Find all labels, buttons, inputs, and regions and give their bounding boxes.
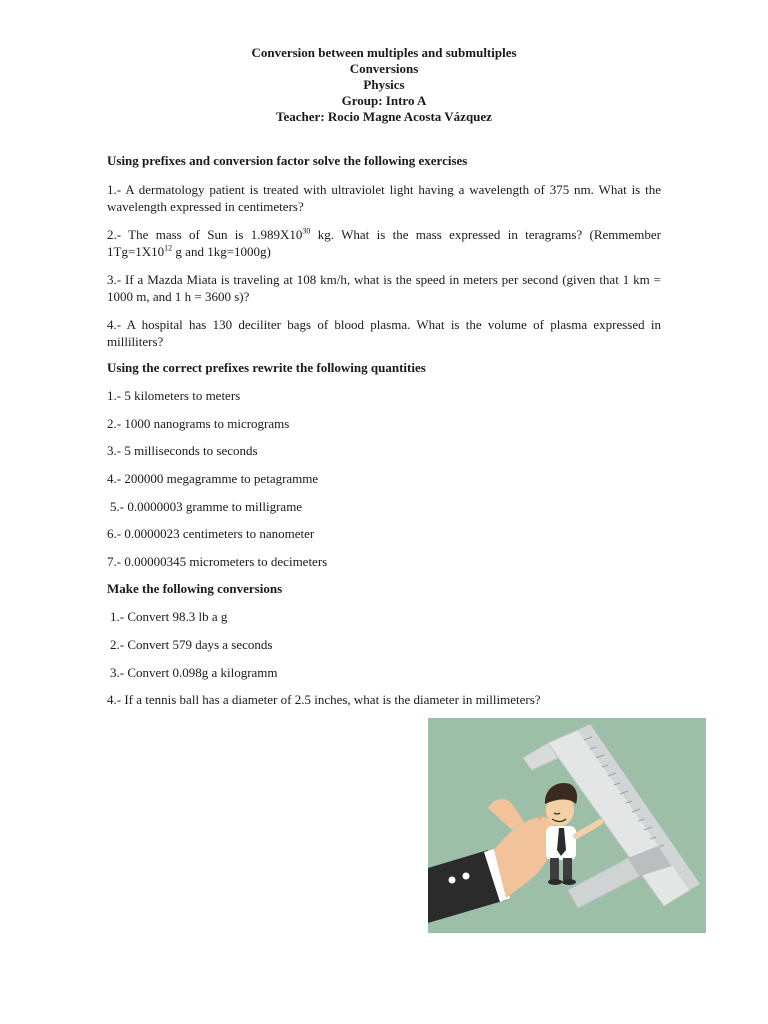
prefix-item: 2.- 1000 nanograms to micrograms (107, 416, 290, 431)
exercise-1: 1.- A dermatology patient is treated with ultraviolet light having a wavelength of 375 nm. What is the wavelength expressed in centimeters? (107, 182, 661, 214)
section-1-title: Using prefixes and conversion factor solve the following exercises (107, 153, 468, 168)
header-group: Group: Intro A (341, 93, 427, 108)
prefix-item: 7.- 0.00000345 micrometers to decimeters (107, 554, 328, 569)
header-teacher: Teacher: Rocio Magne Acosta Vázquez (276, 109, 492, 124)
section-3-title: Make the following conversions (107, 581, 283, 596)
exercise-2-part-c: g and 1kg=1000g) (172, 244, 271, 259)
header-course: Physics (363, 77, 405, 92)
exercise-2-exponent-1: 30 (302, 226, 311, 236)
conversion-item: 2.- Convert 579 days a seconds (110, 637, 273, 652)
exercise-2 (107, 226, 661, 260)
header-subject: Conversions (349, 61, 419, 76)
conversion-item: 1.- Convert 98.3 lb a g (110, 609, 228, 624)
conversion-item: 3.- Convert 0.098g a kilogramm (110, 665, 278, 680)
document-header (0, 45, 768, 125)
exercise-2-part-a: 2.- The mass of Sun is 1.989X10 (107, 227, 303, 242)
exercise-2-part-b: kg. What is the mass expressed in teragrams? (Remmember 1Tg=1X10 (107, 227, 661, 259)
prefix-item: 1.- 5 kilometers to meters (107, 388, 241, 403)
prefix-item: 4.- 200000 megagramme to petagramme (107, 471, 319, 486)
prefix-item: 6.- 0.0000023 centimeters to nanometer (107, 526, 315, 541)
exercise-4: 4.- A hospital has 130 deciliter bags of blood plasma. What is the volume of plasma expressed in milliliters? (107, 317, 661, 349)
prefix-item: 5.- 0.0000003 gramme to milligrame (110, 499, 303, 514)
caliper-illustration (428, 718, 706, 933)
exercise-2-exponent-2: 12 (164, 243, 173, 253)
section-2-title: Using the correct prefixes rewrite the following quantities (107, 360, 426, 375)
exercise-3: 3.- If a Mazda Miata is traveling at 108 km/h, what is the speed in meters per second (given that 1 km = 1000 m, and 1 h = 3600 s)? (107, 272, 661, 304)
prefix-item: 3.- 5 milliseconds to seconds (107, 443, 258, 458)
header-title: Conversion between multiples and submultiples (251, 45, 517, 60)
conversion-item: 4.- If a tennis ball has a diameter of 2.5 inches, what is the diameter in millimeters? (107, 692, 541, 707)
